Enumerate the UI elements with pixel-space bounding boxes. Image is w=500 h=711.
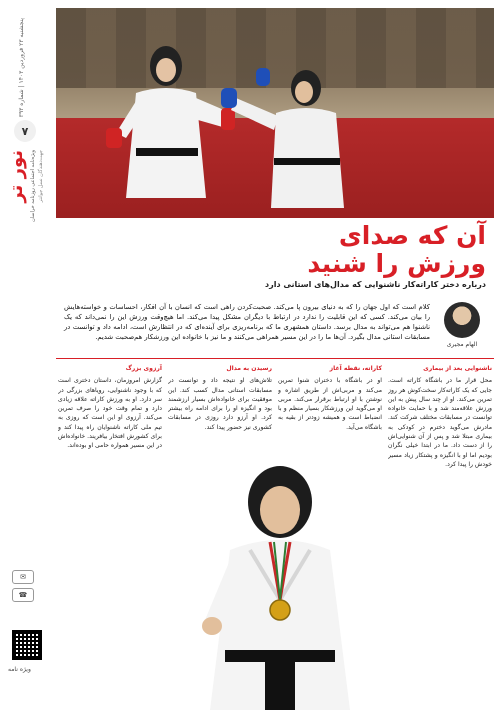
article-title (236, 222, 486, 278)
site-label: ویژه نامه (8, 666, 31, 673)
paragraph: تلاش‌های او نتیجه داد و توانست در مسابقات استانی مدال کسب کند. این موفقیت برای خانواده‌اش بسیار ارزشمند بود و انگیزه او را برای ادامه راه بیشتر کرد. او آرزو دارد روزی در مسابقات کشوری نیز حضور پیدا کند. (168, 377, 272, 431)
paragraph: او در باشگاه با دختران شنوا تمرین می‌کند و مربی‌اش از طریق اشاره و نوشتن با او ارتباط برقرار می‌کند. مربی او می‌گوید این ورزشکار بسیار منظم و با انضباط است و همیشه زودتر از بقیه به باشگاه می‌آید. (278, 377, 382, 431)
article-header (56, 222, 494, 292)
athlete-with-medal-photo (170, 450, 390, 710)
paragraph: محل قرار ما در باشگاه کاراته است. جایی که یک کاراته‌کار سخت‌کوش هر روز تمرین می‌کند. او از چند سال پیش به این ورزش علاقه‌مند شد و با حمایت خانواده توانست در مسابقات مختلف شرکت کند. مادرش می‌گوید دخترم در کودکی به بیماری مبتلا شد و پس از آن شنوایی‌اش را از دست داد. ما در ابتدا خیلی نگران بودیم اما او با انگیزه و پشتکار زیاد مسیر خودش را پیدا کرد. (388, 377, 492, 468)
qr-code[interactable] (12, 630, 42, 660)
paragraph: گزارش امروزمان، داستان دختری است که با وجود ناشنوایی، رویاهای بزرگی در سر دارد. او به ورزش کاراته علاقه زیادی دارد و تمام وقت خود را صرف تمرین می‌کند. آرزوی او این است که روزی به تیم ملی کاراته ناشنوایان راه پیدا کند و برای کشورش افتخار بیافریند. خانواده‌اش در این مسیر همواره حامی او بوده‌اند. (58, 377, 162, 450)
issue-date: پنجشنبه ۲۳ فروردین ۱۴۰۳ | شماره ۳۹۳ (18, 18, 25, 118)
article-column-4 (58, 364, 162, 704)
author-name: الهام مجیری (446, 341, 478, 348)
author-avatar (444, 302, 480, 338)
title-line-2: ورزش را شنید (307, 249, 486, 278)
footer-icons (12, 570, 48, 606)
mail-icon: ✉ (12, 570, 34, 584)
section-heading: رسیدن به مدال (226, 365, 272, 372)
article-column-1 (388, 364, 492, 704)
phone-icon: ☎ (12, 588, 34, 602)
left-strip (0, 0, 52, 711)
article-intro: کلام است که اول جهان را که به دنیای بیرون پا می‌کند. صحبت‌کردن راهی است که انسان با آن افکار، احساسات و خواسته‌هایش را بیان می‌کند. کسی که این قابلیت را ندارد در ارتباط با دیگران مشکل پیدا می‌کند. اما هیچ‌وقت ورزش این را نمی‌داند که یک ناشنوا هم می‌تواند به مدال برسد. داستان همشهری ما که برنامه‌ریزی برای آینده‌ای که در انتظارش است، ادامه داد و توانست در مسابقات استانی مدال بگیرد. آن‌ها ما را در این مسیر همراهی می‌کنند و ما نیز با خانواده این ورزشکار هم‌صحبت شدیم. (64, 303, 430, 341)
article-subtitle: درباره دختر کاراته‌کار ناشنوایی که مدال‌های استانی دارد (265, 280, 486, 289)
page-number: ۷ (14, 120, 36, 142)
section-heading: کاراته، نقطه آغاز (329, 365, 382, 372)
author-box (432, 302, 492, 348)
karate-fighter-left (86, 38, 236, 218)
magazine-logo: نور تر (6, 150, 27, 203)
logo-subtitle-2: جهت‌دهندگان نسل جوانتر (38, 150, 44, 203)
title-line-1: آن که صدای (338, 221, 486, 250)
section-heading: ناشنوایی بعد از بیماری (423, 365, 492, 372)
karate-fighter-right (216, 58, 356, 218)
section-heading: آرزوی بزرگ (125, 365, 162, 372)
hero-photo (56, 8, 494, 218)
divider (56, 358, 494, 359)
logo-subtitle: ویژه‌نامه اجتماعی روزنامه خراسان (30, 150, 36, 222)
